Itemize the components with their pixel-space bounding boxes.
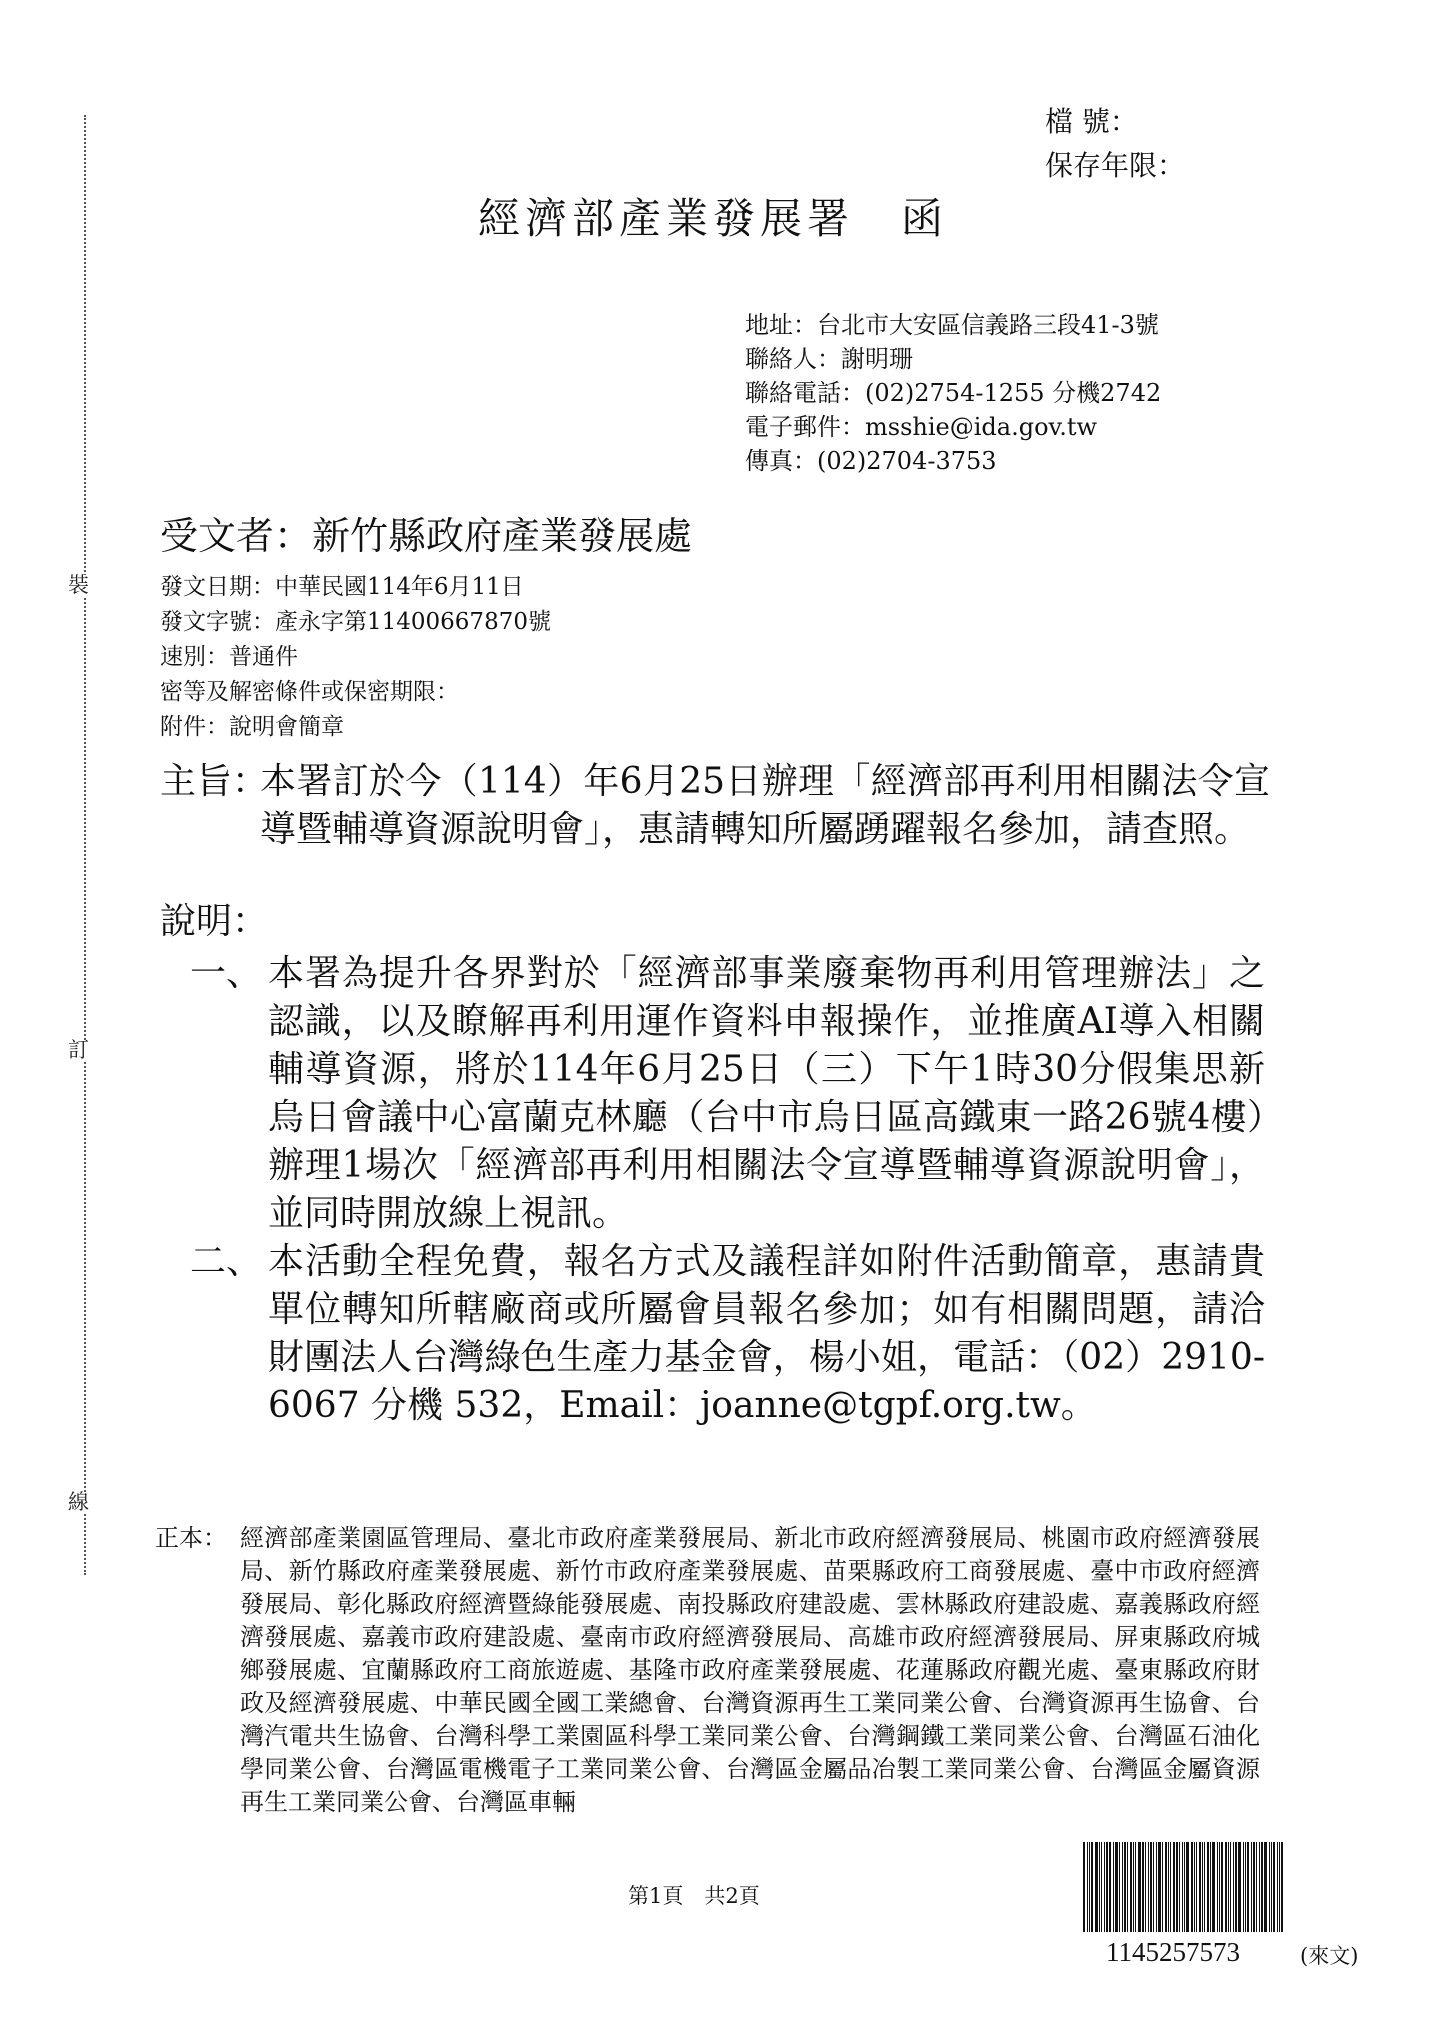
- subject-label: 主旨：: [160, 761, 269, 802]
- barcode-bar: [1083, 1842, 1085, 1932]
- reference-number: 發文字號：產永字第11400667870號: [160, 609, 551, 635]
- barcode-bar: [1281, 1842, 1283, 1932]
- explanation-items: [190, 950, 1265, 1430]
- barcode-bar: [1221, 1842, 1223, 1932]
- item-number: 二、: [190, 1241, 263, 1282]
- barcode-bar: [1138, 1842, 1141, 1932]
- barcode-bar: [1135, 1842, 1136, 1932]
- barcode-bar: [1119, 1842, 1120, 1932]
- barcode-bar: [1217, 1842, 1218, 1932]
- barcode-bar: [1173, 1842, 1175, 1932]
- contact-fax: 傳真：(02)2704-3753: [745, 447, 997, 475]
- barcode-bar: [1142, 1842, 1144, 1932]
- barcode-bar: [1261, 1842, 1263, 1932]
- barcode-bar: [1104, 1842, 1105, 1932]
- barcode-bar: [1087, 1842, 1088, 1932]
- barcode-bar: [1196, 1842, 1197, 1932]
- barcode-bar: [1184, 1842, 1185, 1932]
- barcode-bar: [1109, 1842, 1111, 1932]
- barcode-bar: [1264, 1842, 1267, 1932]
- barcode-bar: [1165, 1842, 1167, 1932]
- barcode-bar: [1150, 1842, 1152, 1932]
- barcode-bar: [1238, 1842, 1241, 1932]
- barcode-number: 1145257573: [1106, 1937, 1240, 1967]
- delivery-speed: 速別：普通件: [160, 644, 298, 670]
- barcode-bar: [1212, 1842, 1215, 1932]
- barcode-bar: [1269, 1842, 1270, 1932]
- barcode-bar: [1277, 1842, 1278, 1932]
- explanation-item: [190, 1238, 1265, 1430]
- barcode-bar: [1235, 1842, 1237, 1932]
- binding-mark-ding: 訂: [68, 1038, 89, 1062]
- address: 地址：台北市大安區信義路三段41-3號: [745, 311, 1159, 339]
- contact-phone: 聯絡電話：(02)2754-1255 分機2742: [745, 379, 1162, 407]
- retention-label: 保存年限：: [1045, 149, 1186, 182]
- barcode-bar: [1115, 1842, 1118, 1932]
- barcode-bar: [1210, 1842, 1211, 1932]
- barcode-bar: [1124, 1842, 1126, 1932]
- document-title: 經濟部產業發展署 函: [478, 194, 949, 243]
- explanation-label: 說明：: [160, 901, 269, 942]
- copies-label: 正本：: [155, 1524, 227, 1552]
- barcode-tag: (來文): [1300, 1944, 1359, 1968]
- barcode-bar: [1194, 1842, 1195, 1932]
- barcode-bar: [1162, 1842, 1163, 1932]
- barcode-bar: [1168, 1842, 1169, 1932]
- file-info: [1045, 100, 1185, 188]
- barcode-bar: [1179, 1842, 1180, 1932]
- binding-mark-xian: 線: [68, 1490, 89, 1514]
- attachment: 附件：說明會簡章: [160, 714, 344, 740]
- barcode-bar: [1228, 1842, 1229, 1932]
- barcode-bar: [1251, 1842, 1252, 1932]
- copies-section: [155, 1522, 1260, 1819]
- barcode-bar: [1130, 1842, 1132, 1932]
- barcode-bar: [1233, 1842, 1234, 1932]
- contact-person: 聯絡人：謝明珊: [745, 345, 913, 373]
- item-text: 本活動全程免費，報名方式及議程詳如附件活動簡章，惠請貴單位轉知所轄廠商或所屬會員報名參加；如有相關問題，請洽財團法人台灣綠色生產力基金會，楊小姐，電話：（02）2910-6067 分機 532，Email：joanne@tgpf.org.tw。: [268, 1241, 1265, 1426]
- barcode-bar: [1106, 1842, 1108, 1932]
- explanation-item: [190, 950, 1265, 1238]
- barcode-bar: [1259, 1842, 1260, 1932]
- copies-text: 經濟部產業園區管理局、臺北市政府產業發展局、新北市政府經濟發展局、桃園市政府經濟發展局、新竹縣政府產業發展處、新竹市政府產業發展處、苗栗縣政府工商發展處、臺中市政府經濟發展局、彰化縣政府經濟暨綠能發展處、南投縣政府建設處、雲林縣政府建設處、嘉義縣政府經濟發展處、嘉義市政府建設處、臺南市政府經濟發展局、高雄市政府經濟發展局、屏東縣政府城鄉發展處、宜蘭縣政府工商旅遊處、基隆市政府產業發展處、花蓮縣政府觀光處、臺東縣政府財政及經濟發展處、中華民國全國工業總會、台灣資源再生工業同業公會、台灣資源再生協會、台灣汽電共生協會、台灣科學工業園區科學工業同業公會、台灣鋼鐵工業同業公會、台灣區石油化學同業公會、台灣區電機電子工業同業公會、台灣區金屬品冶製工業同業公會、台灣區金屬資源再生工業同業公會、台灣區車輛: [240, 1524, 1260, 1816]
- barcode-bar: [1095, 1842, 1098, 1932]
- barcode-bar: [1176, 1842, 1178, 1932]
- item-text: 本署為提升各界對於「經濟部事業廢棄物再利用管理辦法」之認識，以及瞭解再利用運作資料申報操作，並推廣AI導入相關輔導資源，將於114年6月25日（三）下午1時30分假集思新烏日會議中心富蘭克林廳（台中市烏日區高鐵東一路26號4樓）辦理1場次「經濟部再利用相關法令宣導暨輔導資源說明會」，並同時開放線上視訊。: [268, 953, 1265, 1234]
- item-number: 一、: [190, 953, 263, 994]
- barcode-bar: [1271, 1842, 1272, 1932]
- barcode-bar: [1253, 1842, 1255, 1932]
- barcode-bar: [1225, 1842, 1227, 1932]
- barcode-bar: [1122, 1842, 1123, 1932]
- barcode-bar: [1219, 1842, 1220, 1932]
- barcode-bar: [1133, 1842, 1134, 1932]
- barcode-bar: [1202, 1842, 1203, 1932]
- barcode-bar: [1113, 1842, 1114, 1932]
- recipient: 受文者：新竹縣政府產業發展處: [160, 514, 693, 558]
- barcode-bar: [1153, 1842, 1154, 1932]
- barcode-bar: [1145, 1842, 1146, 1932]
- barcode: [1083, 1842, 1285, 1932]
- barcode-bar: [1127, 1842, 1128, 1932]
- barcode-bar: [1207, 1842, 1209, 1932]
- barcode-bar: [1245, 1842, 1246, 1932]
- barcode-bar: [1148, 1842, 1149, 1932]
- barcode-bar: [1199, 1842, 1201, 1932]
- barcode-bar: [1247, 1842, 1249, 1932]
- barcode-bar: [1156, 1842, 1157, 1932]
- barcode-bar: [1158, 1842, 1161, 1932]
- barcode-bar: [1182, 1842, 1183, 1932]
- barcode-bar: [1170, 1842, 1171, 1932]
- document-meta: [160, 570, 551, 745]
- barcode-bar: [1191, 1842, 1193, 1932]
- binding-mark-zhuang: 裝: [68, 573, 89, 597]
- barcode-bar: [1204, 1842, 1205, 1932]
- contact-email: 電子郵件：msshie@ida.gov.tw: [745, 413, 1098, 441]
- contact-block: [745, 308, 1161, 478]
- barcode-bar: [1279, 1842, 1280, 1932]
- secrecy-level: 密等及解密條件或保密期限：: [160, 679, 459, 705]
- binding-dashed-line: [84, 115, 86, 1575]
- issue-date: 發文日期：中華民國114年6月11日: [160, 574, 524, 600]
- barcode-bar: [1186, 1842, 1189, 1932]
- file-number-label: 檔 號：: [1045, 105, 1138, 138]
- barcode-bar: [1091, 1842, 1093, 1932]
- barcode-bar: [1099, 1842, 1100, 1932]
- subject-section: [160, 758, 1270, 854]
- barcode-bar: [1273, 1842, 1275, 1932]
- barcode-bar: [1101, 1842, 1102, 1932]
- barcode-bar: [1230, 1842, 1231, 1932]
- barcode-bar: [1243, 1842, 1244, 1932]
- barcode-bar: [1256, 1842, 1257, 1932]
- subject-text: 本署訂於今（114）年6月25日辦理「經濟部再利用相關法令宣導暨輔導資源說明會」，惠請轉知所屬踴躍報名參加，請查照。: [260, 761, 1270, 850]
- barcode-bar: [1089, 1842, 1090, 1932]
- page-number: 第1頁 共2頁: [628, 1884, 760, 1908]
